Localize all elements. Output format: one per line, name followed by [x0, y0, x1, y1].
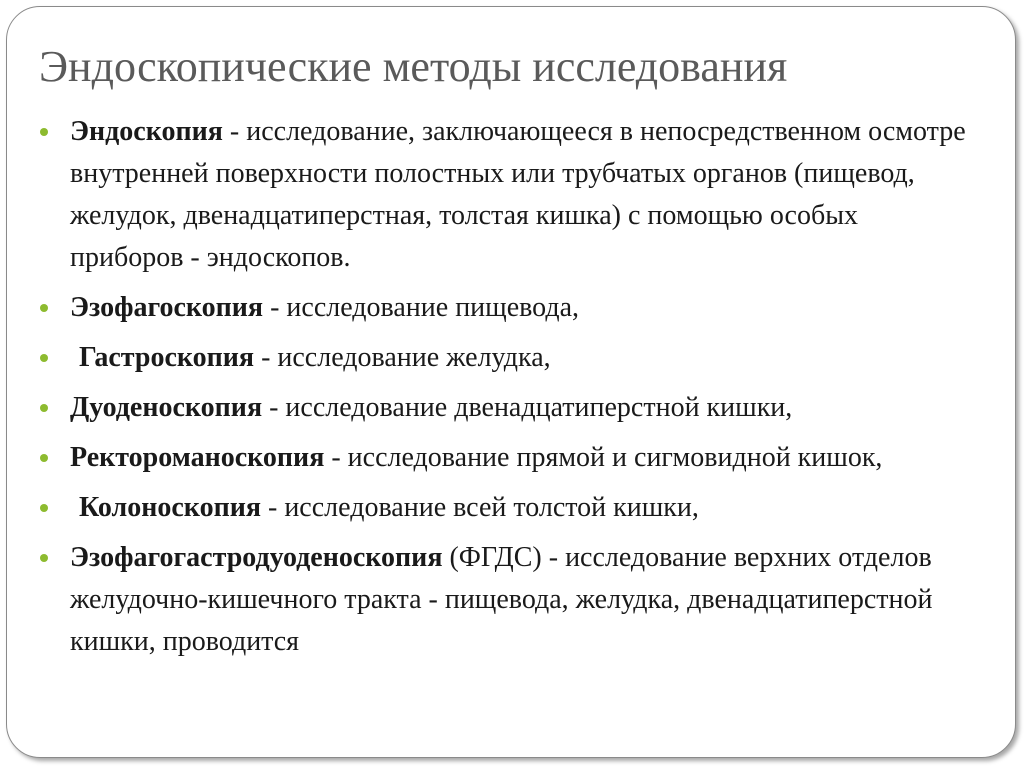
- bullet-item-rectoromanoscopy: [39, 437, 969, 479]
- bullet-dot-icon: [40, 404, 48, 412]
- bullet-item-esophagoscopy: [39, 287, 969, 329]
- bullet-item-endoscopy: [39, 111, 969, 279]
- definition: - исследование, заключающееся в непосредственном осмотре внутренней поверхности полостных или трубчатых органов (пищевод, желудок, двенадцатиперстная, толстая кишка) с помощью особых приборов - эндоскопов.: [70, 116, 966, 273]
- bullet-dot-icon: [40, 128, 48, 136]
- bullet-dot-icon: [40, 554, 48, 562]
- definition: - исследование пищевода,: [263, 292, 580, 323]
- bullet-item-egds: [39, 537, 969, 663]
- bullet-list: [39, 111, 969, 663]
- bullet-item-duodenoscopy: [39, 387, 969, 429]
- definition: (ФГДС) - исследование верхних отделов желудочно-кишечного тракта - пищевода, желудка, двенадцатиперстной кишки, проводится: [70, 542, 933, 657]
- bullet-dot-icon: [40, 354, 48, 362]
- definition: - исследование прямой и сигмовидной кишок,: [324, 442, 883, 473]
- term: Колоноскопия: [79, 492, 261, 523]
- slide-title: Эндоскопические методы исследования: [39, 42, 788, 91]
- bullet-item-gastroscopy: [39, 337, 969, 379]
- term: Эндоскопия: [70, 116, 223, 147]
- term: Дуоденоскопия: [70, 392, 263, 423]
- bullet-dot-icon: [40, 304, 48, 312]
- term: Ректороманоскопия: [70, 442, 325, 473]
- term: Гастроскопия: [79, 342, 255, 373]
- definition: - исследование всей толстой кишки,: [261, 492, 699, 523]
- bullet-dot-icon: [40, 504, 48, 512]
- bullet-item-colonoscopy: [39, 487, 969, 529]
- definition: - исследование желудка,: [254, 342, 551, 373]
- bullet-dot-icon: [40, 454, 48, 462]
- definition: - исследование двенадцатиперстной кишки,: [262, 392, 793, 423]
- slide-content: [39, 111, 969, 663]
- term: Эзофагоскопия: [70, 292, 264, 323]
- term: Эзофагогастродуоденоскопия: [70, 542, 443, 573]
- slide: [6, 6, 1016, 758]
